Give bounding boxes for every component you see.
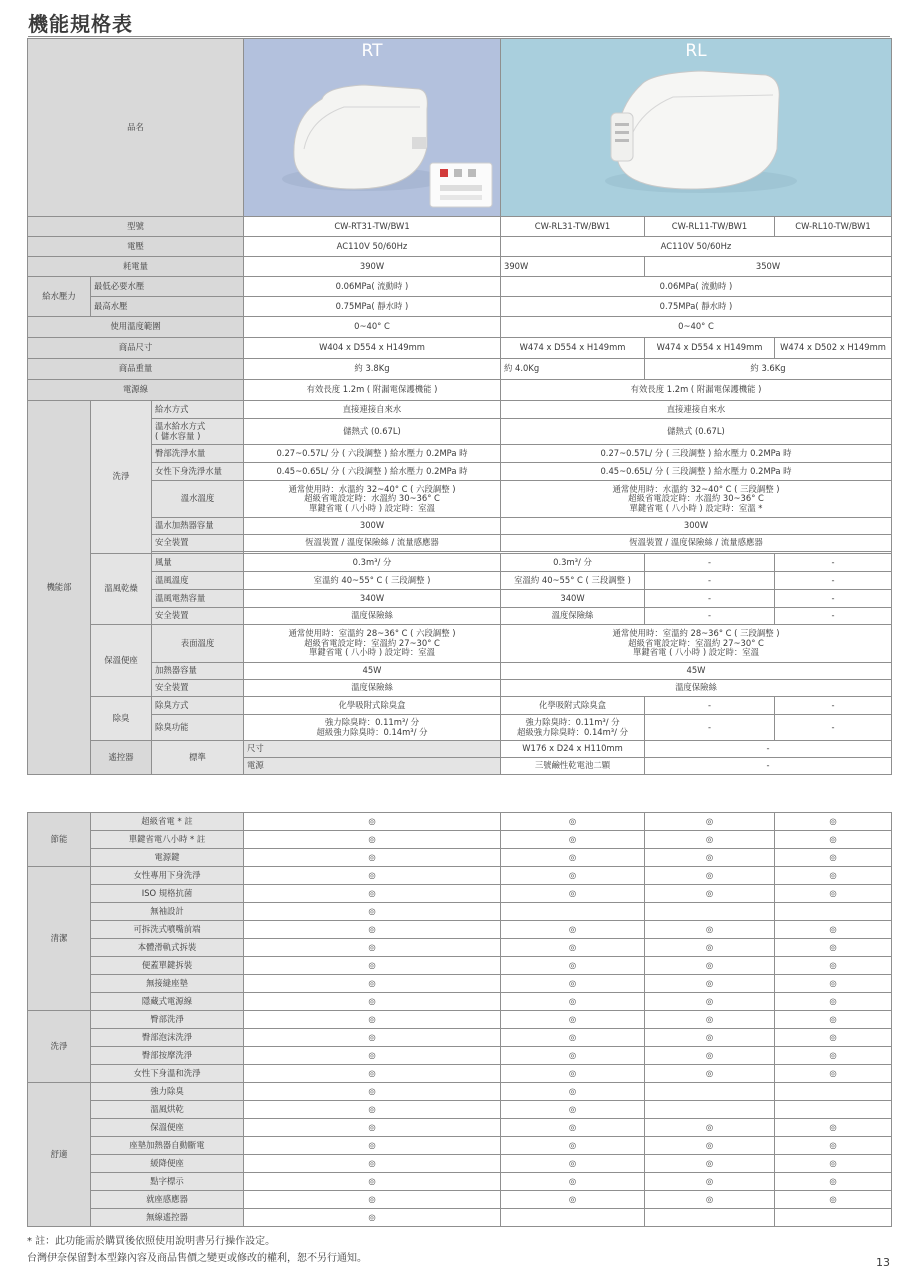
double-circle-icon: ◎: [501, 1047, 645, 1065]
air-temp-rl31: 室溫約 40~55° C ( 三段調整 ): [501, 572, 645, 590]
voltage-rl: AC110V 50/60Hz: [501, 237, 892, 257]
double-circle-icon: ◎: [775, 921, 892, 939]
feature-label: 女性下身溫和洗淨: [91, 1065, 244, 1083]
heating-method-label-1: 溫水給水方式: [155, 421, 206, 432]
feature-row: [28, 1047, 892, 1065]
double-circle-icon: ◎: [501, 1083, 645, 1101]
rear-wash-label: 臀部洗淨水量: [152, 445, 244, 463]
double-circle-icon: ◎: [775, 1029, 892, 1047]
feature-label: 可拆洗式噴嘴前端: [91, 921, 244, 939]
feature-row: [28, 1029, 892, 1047]
surface-temp-rt: [244, 625, 501, 663]
size-rt: W404 x D554 x H149mm: [244, 338, 501, 359]
double-circle-icon: ◎: [501, 1029, 645, 1047]
remote-size-rl: -: [645, 741, 892, 758]
double-circle-icon: ◎: [645, 1029, 775, 1047]
double-circle-icon: ◎: [775, 849, 892, 867]
feature-group-label: 清潔: [28, 867, 91, 1011]
empty-cell: [775, 1209, 892, 1227]
double-circle-icon: ◎: [244, 1119, 501, 1137]
deodor-func-rl11: -: [645, 715, 775, 741]
double-circle-icon: ◎: [645, 921, 775, 939]
heating-method-rl: 儲熱式 (0.67L): [501, 419, 892, 445]
double-circle-icon: ◎: [501, 831, 645, 849]
double-circle-icon: ◎: [244, 831, 501, 849]
double-circle-icon: ◎: [501, 1101, 645, 1119]
cord-rl: 有效長度 1.2m ( 附漏電保護機能 ): [501, 380, 892, 401]
feature-row: [28, 1209, 892, 1227]
weight-rl1x: 約 3.6Kg: [645, 359, 892, 380]
bidet-wash-label: 女性下身洗淨水量: [152, 463, 244, 481]
double-circle-icon: ◎: [645, 831, 775, 849]
water-heater-rl: 300W: [501, 518, 892, 535]
remote-power-label: 電源: [244, 758, 501, 775]
empty-cell: [501, 903, 645, 921]
rear-wash-rl: 0.27~0.57L/ 分 ( 三段調整 ) 給水壓力 0.2MPa 時: [501, 445, 892, 463]
water-temp-rt: [244, 481, 501, 518]
double-circle-icon: ◎: [244, 1047, 501, 1065]
feature-label: 女性專用下身洗淨: [91, 867, 244, 885]
feature-group-label: 節能: [28, 813, 91, 867]
double-circle-icon: ◎: [645, 1173, 775, 1191]
product-name-label: 品名: [28, 39, 244, 217]
double-circle-icon: ◎: [775, 1155, 892, 1173]
double-circle-icon: ◎: [501, 867, 645, 885]
double-circle-icon: ◎: [501, 849, 645, 867]
double-circle-icon: ◎: [645, 957, 775, 975]
feature-row: [28, 1173, 892, 1191]
function-section-label: 機能部: [28, 401, 91, 775]
double-circle-icon: ◎: [775, 813, 892, 831]
model-no-label: 型號: [28, 217, 244, 237]
feature-label: 臀部按摩洗淨: [91, 1047, 244, 1065]
cord-label: 電源線: [28, 380, 244, 401]
double-circle-icon: ◎: [775, 867, 892, 885]
deodor-func-rl31-line: 強力除臭時：0.11m³/ 分: [525, 717, 620, 728]
double-circle-icon: ◎: [244, 1011, 501, 1029]
remote-label: 遙控器: [91, 741, 152, 775]
double-circle-icon: ◎: [645, 993, 775, 1011]
feature-label: 超級省電 * 註: [91, 813, 244, 831]
deodor-func-rt: [244, 715, 501, 741]
deodor-method-rl11: -: [645, 697, 775, 715]
double-circle-icon: ◎: [244, 1137, 501, 1155]
deodor-func-label: 除臭功能: [152, 715, 244, 741]
power-label: 耗電量: [28, 257, 244, 277]
bidet-wash-rt: 0.45~0.65L/ 分 ( 六段調整 ) 給水壓力 0.2MPa 時: [244, 463, 501, 481]
seat-safety-rl: 溫度保險絲: [501, 680, 892, 697]
empty-cell: [501, 1209, 645, 1227]
surface-temp-rl-line: 超級省電設定時：室溫約 27~30° C: [628, 637, 764, 648]
double-circle-icon: ◎: [645, 867, 775, 885]
double-circle-icon: ◎: [501, 957, 645, 975]
surface-temp-rt-line: 單鍵省電 ( 八小時 ) 設定時：室溫: [308, 647, 436, 658]
double-circle-icon: ◎: [645, 1065, 775, 1083]
rl-header: [501, 39, 892, 217]
feature-label: 就座感應器: [91, 1191, 244, 1209]
empty-cell: [775, 903, 892, 921]
rt-product-image: [244, 39, 501, 217]
double-circle-icon: ◎: [645, 1155, 775, 1173]
features-body: [28, 813, 892, 1227]
double-circle-icon: ◎: [501, 1065, 645, 1083]
disclaimer: 台灣伊奈保留對本型錄內容及商品售價之變更或修改的權利，恕不另行通知。: [27, 1253, 367, 1264]
empty-cell: [645, 1209, 775, 1227]
surface-temp-rl-line: 通常使用時：室溫約 28~36° C ( 三段調整 ): [612, 628, 780, 639]
double-circle-icon: ◎: [244, 957, 501, 975]
feature-label: 臀部泡沫洗淨: [91, 1029, 244, 1047]
deodor-group-label: 除臭: [91, 697, 152, 741]
double-circle-icon: ◎: [501, 975, 645, 993]
double-circle-icon: ◎: [501, 939, 645, 957]
remote-standard-label: 標準: [152, 741, 244, 775]
size-label: 商品尺寸: [28, 338, 244, 359]
air-temp-rt: 室溫約 40~55° C ( 三段調整 ): [244, 572, 501, 590]
double-circle-icon: ◎: [645, 1137, 775, 1155]
double-circle-icon: ◎: [775, 1191, 892, 1209]
feature-row: [28, 1155, 892, 1173]
feature-row: [28, 1065, 892, 1083]
air-volume-rl31: 0.3m³/ 分: [501, 554, 645, 572]
seat-safety-label: 安全裝置: [152, 680, 244, 697]
max-pressure-rl: 0.75MPa( 靜水時 ): [501, 297, 892, 317]
feature-row: [28, 849, 892, 867]
double-circle-icon: ◎: [645, 885, 775, 903]
temp-range-label: 使用溫度範圍: [28, 317, 244, 338]
double-circle-icon: ◎: [244, 1155, 501, 1173]
temp-range-rl: 0~40° C: [501, 317, 892, 338]
min-pressure-label: 最低必要水壓: [91, 277, 244, 297]
water-temp-rt-line: 單鍵省電 ( 八小時 ) 設定時：室溫: [308, 502, 436, 513]
dryer-safety-rt: 溫度保險絲: [244, 608, 501, 625]
features-table: [27, 812, 892, 1227]
supply-rt: 直接連接自來水: [244, 401, 501, 419]
double-circle-icon: ◎: [501, 993, 645, 1011]
model-rt31: CW-RT31-TW/BW1: [244, 217, 501, 237]
remote-size-label: 尺寸: [244, 741, 501, 758]
feature-row: [28, 993, 892, 1011]
temp-range-rt: 0~40° C: [244, 317, 501, 338]
size-rl11: W474 x D554 x H149mm: [645, 338, 775, 359]
dryer-safety-label: 安全裝置: [152, 608, 244, 625]
size-rl31: W474 x D554 x H149mm: [501, 338, 645, 359]
double-circle-icon: ◎: [244, 1065, 501, 1083]
feature-label: 本體滑軌式拆裝: [91, 939, 244, 957]
double-circle-icon: ◎: [775, 831, 892, 849]
empty-cell: [645, 903, 775, 921]
surface-temp-rl-line: 單鍵省電 ( 八小時 ) 設定時：室溫: [632, 647, 760, 658]
rt-series-label: RT: [361, 41, 383, 61]
feature-label: 臀部洗淨: [91, 1011, 244, 1029]
deodor-func-rt-line: 超級強力除臭時：0.14m³/ 分: [316, 726, 428, 737]
water-heater-rt: 300W: [244, 518, 501, 535]
voltage-rt: AC110V 50/60Hz: [244, 237, 501, 257]
double-circle-icon: ◎: [645, 1191, 775, 1209]
seat-heater-rt: 45W: [244, 663, 501, 680]
deodor-func-rl31: [501, 715, 645, 741]
double-circle-icon: ◎: [244, 867, 501, 885]
wash-safety-rl: 恆溫裝置 / 溫度保險絲 / 流量感應器: [501, 535, 892, 552]
double-circle-icon: ◎: [775, 1047, 892, 1065]
feature-row: [28, 867, 892, 885]
double-circle-icon: ◎: [775, 1011, 892, 1029]
surface-temp-rt-line: 通常使用時：室溫約 28~36° C ( 六段調整 ): [288, 628, 456, 639]
air-volume-rt: 0.3m³/ 分: [244, 554, 501, 572]
double-circle-icon: ◎: [244, 813, 501, 831]
double-circle-icon: ◎: [775, 939, 892, 957]
double-circle-icon: ◎: [501, 1155, 645, 1173]
rt-header: [244, 39, 501, 217]
wash-safety-label: 安全裝置: [152, 535, 244, 552]
rl-product-image: [501, 39, 892, 217]
surface-temp-label: 表面溫度: [152, 625, 244, 663]
double-circle-icon: ◎: [244, 975, 501, 993]
air-temp-label: 溫風溫度: [152, 572, 244, 590]
feature-row: [28, 885, 892, 903]
dryer-group-label: 溫風乾燥: [91, 554, 152, 625]
double-circle-icon: ◎: [244, 993, 501, 1011]
voltage-label: 電壓: [28, 237, 244, 257]
double-circle-icon: ◎: [501, 921, 645, 939]
water-temp-rt-line: 超級省電設定時：水溫約 30~36° C: [304, 493, 440, 504]
deodor-method-rl31: 化學吸附式除臭盒: [501, 697, 645, 715]
feature-row: [28, 957, 892, 975]
air-volume-label: 風量: [152, 554, 244, 572]
surface-temp-rt-line: 超級省電設定時：室溫約 27~30° C: [304, 637, 440, 648]
feature-label: 單鍵省電八小時 * 註: [91, 831, 244, 849]
deodor-method-rt: 化學吸附式除臭盒: [244, 697, 501, 715]
feature-row: [28, 1191, 892, 1209]
page-title: 機能規格表: [28, 12, 133, 36]
double-circle-icon: ◎: [775, 1119, 892, 1137]
feature-label: 座墊加熱器自動斷電: [91, 1137, 244, 1155]
heating-method-label: [152, 419, 244, 445]
double-circle-icon: ◎: [244, 1191, 501, 1209]
double-circle-icon: ◎: [244, 1101, 501, 1119]
dryer-safety-rl10: -: [775, 608, 892, 625]
surface-temp-rl: [501, 625, 892, 663]
double-circle-icon: ◎: [501, 885, 645, 903]
water-temp-rl-line: 通常使用時：水溫約 32~40° C ( 三段調整 ): [612, 483, 780, 494]
feature-label: 無袖設計: [91, 903, 244, 921]
double-circle-icon: ◎: [775, 975, 892, 993]
feature-label: 點字標示: [91, 1173, 244, 1191]
empty-cell: [775, 1083, 892, 1101]
feature-group-label: 洗淨: [28, 1011, 91, 1083]
feature-row: [28, 1119, 892, 1137]
double-circle-icon: ◎: [244, 849, 501, 867]
double-circle-icon: ◎: [501, 1173, 645, 1191]
feature-row: [28, 1101, 892, 1119]
deodor-func-rl10: -: [775, 715, 892, 741]
air-heater-rl11: -: [645, 590, 775, 608]
model-rl11: CW-RL11-TW/BW1: [645, 217, 775, 237]
feature-label: 溫風烘乾: [91, 1101, 244, 1119]
air-heater-rl10: -: [775, 590, 892, 608]
page-number: 13: [876, 1256, 890, 1269]
double-circle-icon: ◎: [501, 1119, 645, 1137]
feature-row: [28, 1137, 892, 1155]
wash-safety-rt: 恆溫裝置 / 溫度保險絲 / 流量感應器: [244, 535, 501, 552]
air-volume-rl10: -: [775, 554, 892, 572]
feature-row: [28, 975, 892, 993]
air-heater-label: 溫風電熱容量: [152, 590, 244, 608]
size-rl10: W474 x D502 x H149mm: [775, 338, 892, 359]
water-temp-label: 溫水溫度: [152, 481, 244, 518]
feature-row: [28, 831, 892, 849]
feature-label: 保溫便座: [91, 1119, 244, 1137]
double-circle-icon: ◎: [244, 921, 501, 939]
double-circle-icon: ◎: [501, 1137, 645, 1155]
double-circle-icon: ◎: [244, 1209, 501, 1227]
double-circle-icon: ◎: [244, 885, 501, 903]
feature-label: 電源鍵: [91, 849, 244, 867]
deodor-method-rl10: -: [775, 697, 892, 715]
empty-cell: [775, 1101, 892, 1119]
double-circle-icon: ◎: [775, 1173, 892, 1191]
cord-rt: 有效長度 1.2m ( 附漏電保護機能 ): [244, 380, 501, 401]
remote-power-rl: -: [645, 758, 892, 775]
water-temp-rt-line: 通常使用時：水溫約 32~40° C ( 六段調整 ): [288, 483, 456, 494]
double-circle-icon: ◎: [645, 813, 775, 831]
double-circle-icon: ◎: [501, 1011, 645, 1029]
feature-group-label: 舒適: [28, 1083, 91, 1227]
double-circle-icon: ◎: [645, 1047, 775, 1065]
feature-label: 無線遙控器: [91, 1209, 244, 1227]
bidet-wash-rl: 0.45~0.65L/ 分 ( 三段調整 ) 給水壓力 0.2MPa 時: [501, 463, 892, 481]
spec-table: [27, 38, 892, 775]
double-circle-icon: ◎: [244, 939, 501, 957]
double-circle-icon: ◎: [645, 1119, 775, 1137]
wash-group-label: 洗淨: [91, 401, 152, 554]
remote-power-rt: 三號鹼性乾電池二顆: [501, 758, 645, 775]
weight-rt: 約 3.8Kg: [244, 359, 501, 380]
rl-series-label: RL: [685, 41, 707, 61]
min-pressure-rl: 0.06MPa( 流動時 ): [501, 277, 892, 297]
double-circle-icon: ◎: [645, 939, 775, 957]
feature-label: 便蓋單鍵拆裝: [91, 957, 244, 975]
double-circle-icon: ◎: [775, 885, 892, 903]
double-circle-icon: ◎: [501, 813, 645, 831]
double-circle-icon: ◎: [244, 1173, 501, 1191]
double-circle-icon: ◎: [645, 975, 775, 993]
feature-row: [28, 939, 892, 957]
deodor-func-rt-line: 強力除臭時：0.11m³/ 分: [324, 717, 420, 728]
seat-group-label: 保溫便座: [91, 625, 152, 697]
double-circle-icon: ◎: [501, 1191, 645, 1209]
feature-label: 強力除臭: [91, 1083, 244, 1101]
seat-safety-rt: 溫度保險絲: [244, 680, 501, 697]
air-heater-rl31: 340W: [501, 590, 645, 608]
model-rl10: CW-RL10-TW/BW1: [775, 217, 892, 237]
max-pressure-label: 最高水壓: [91, 297, 244, 317]
supply-rl: 直接連接自來水: [501, 401, 892, 419]
model-rl31: CW-RL31-TW/BW1: [501, 217, 645, 237]
feature-label: ISO 規格抗菌: [91, 885, 244, 903]
dryer-safety-rl31: 溫度保險絲: [501, 608, 645, 625]
dryer-safety-rl11: -: [645, 608, 775, 625]
weight-label: 商品重量: [28, 359, 244, 380]
air-temp-rl10: -: [775, 572, 892, 590]
remote-size-rt: W176 x D24 x H110mm: [501, 741, 645, 758]
seat-heater-rl: 45W: [501, 663, 892, 680]
double-circle-icon: ◎: [645, 1011, 775, 1029]
feature-row: [28, 903, 892, 921]
air-heater-rt: 340W: [244, 590, 501, 608]
water-pressure-label: 給水壓力: [28, 277, 91, 317]
water-temp-rl-line: 超級省電設定時：水溫約 30~36° C: [628, 493, 764, 504]
title-divider: [28, 36, 890, 37]
deodor-func-rl31-line: 超級強力除臭時：0.14m³/ 分: [516, 726, 629, 737]
double-circle-icon: ◎: [775, 957, 892, 975]
min-pressure-rt: 0.06MPa( 流動時 ): [244, 277, 501, 297]
feature-label: 隱藏式電源線: [91, 993, 244, 1011]
feature-row: [28, 921, 892, 939]
power-rl1x: 350W: [645, 257, 892, 277]
feature-label: 無接縫座墊: [91, 975, 244, 993]
double-circle-icon: ◎: [775, 993, 892, 1011]
deodor-method-label: 除臭方式: [152, 697, 244, 715]
double-circle-icon: ◎: [244, 903, 501, 921]
power-rl31: 390W: [501, 257, 645, 277]
heating-method-rt: 儲熱式 (0.67L): [244, 419, 501, 445]
footnote: * 註：此功能需於購買後依照使用說明書另行操作設定。: [27, 1236, 276, 1247]
feature-label: 緩降便座: [91, 1155, 244, 1173]
double-circle-icon: ◎: [244, 1029, 501, 1047]
water-temp-rl-line: 單鍵省電 ( 八小時 ) 設定時：室溫 *: [629, 502, 763, 513]
power-rt: 390W: [244, 257, 501, 277]
water-temp-rl: [501, 481, 892, 518]
double-circle-icon: ◎: [244, 1083, 501, 1101]
feature-row: [28, 813, 892, 831]
weight-rl31: 約 4.0Kg: [501, 359, 645, 380]
feature-row: [28, 1011, 892, 1029]
heating-method-label-2: ( 儲水容量 ): [155, 430, 201, 441]
seat-heater-label: 加熱器容量: [152, 663, 244, 680]
double-circle-icon: ◎: [775, 1065, 892, 1083]
air-volume-rl11: -: [645, 554, 775, 572]
air-temp-rl11: -: [645, 572, 775, 590]
empty-cell: [645, 1083, 775, 1101]
max-pressure-rt: 0.75MPa( 靜水時 ): [244, 297, 501, 317]
rear-wash-rt: 0.27~0.57L/ 分 ( 六段調整 ) 給水壓力 0.2MPa 時: [244, 445, 501, 463]
double-circle-icon: ◎: [645, 849, 775, 867]
water-heater-label: 溫水加熱器容量: [152, 518, 244, 535]
supply-label: 給水方式: [152, 401, 244, 419]
empty-cell: [645, 1101, 775, 1119]
double-circle-icon: ◎: [775, 1137, 892, 1155]
feature-row: [28, 1083, 892, 1101]
